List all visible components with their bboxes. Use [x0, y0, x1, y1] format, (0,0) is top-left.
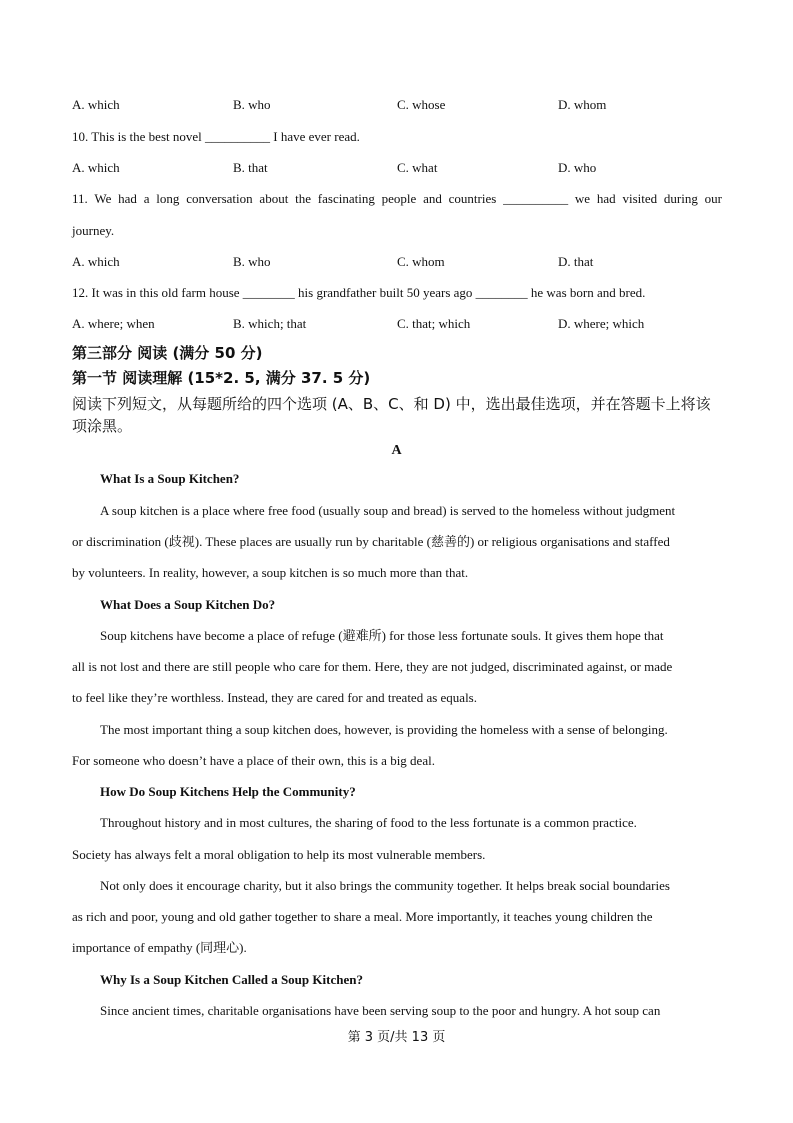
option-b: B. that [233, 160, 268, 175]
paragraph-4-line: Throughout history and in most cultures, the sharing of food to the less fortunate is a common practice. [100, 815, 637, 830]
paragraph-4-line: Society has always felt a moral obligation to help its most vulnerable members. [72, 847, 486, 862]
paragraph-3-line: For someone who doesn’t have a place of their own, this is a big deal. [72, 753, 435, 768]
section1-heading: 第一节 阅读理解 (15*2. 5, 满分 37. 5 分) [72, 369, 371, 387]
passage-heading-1: What Is a Soup Kitchen? [100, 471, 240, 486]
passage-heading-3: How Do Soup Kitchens Help the Community? [100, 784, 356, 799]
passage-label: A [391, 443, 402, 458]
paragraph-1-line: by volunteers. In reality, however, a soup kitchen is so much more than that. [72, 565, 469, 580]
option-b: B. which; that [233, 316, 307, 331]
option-a: A. where; when [72, 316, 155, 331]
option-a: A. which [72, 97, 120, 112]
option-d: D. that [558, 254, 594, 269]
paragraph-2-line: Soup kitchens have become a place of refuge (避难所) for those less fortunate souls. It gives them hope that [100, 628, 664, 643]
option-c: C. that; which [397, 316, 471, 331]
option-a: A. which [72, 254, 120, 269]
option-c: C. what [397, 160, 438, 175]
paragraph-6-line: Since ancient times, charitable organisations have been serving soup to the poor and hungry. A hot soup can [100, 1003, 661, 1018]
passage-heading-4: Why Is a Soup Kitchen Called a Soup Kitchen? [100, 972, 363, 987]
option-b: B. who [233, 97, 271, 112]
question-11-stem-line2: journey. [72, 223, 115, 238]
option-a: A. which [72, 160, 120, 175]
paragraph-1-line: or discrimination (歧视). These places are usually run by charitable (慈善的) or religious organisations and staffed [72, 534, 670, 549]
instructions: 阅读下列短文，从每题所给的四个选项 (A、B、C、和 D) 中，选出最佳选项，并在答题卡上将该项涂黑。 [72, 395, 711, 435]
question-10-stem: 10. This is the best novel __________ I have ever read. [72, 129, 360, 144]
option-d: D. who [558, 160, 597, 175]
part3-heading: 第三部分 阅读 (满分 50 分) [72, 344, 263, 362]
paragraph-1-line: A soup kitchen is a place where free food (usually soup and bread) is served to the homeless without judgment [100, 503, 676, 518]
passage-heading-2: What Does a Soup Kitchen Do? [100, 597, 276, 612]
paragraph-5-line: as rich and poor, young and old gather together to share a meal. More importantly, it teaches young children the [72, 909, 653, 924]
option-c: C. whom [397, 254, 445, 269]
paragraph-3-line: The most important thing a soup kitchen does, however, is providing the homeless with a sense of belonging. [100, 722, 668, 737]
option-b: B. who [233, 254, 271, 269]
paragraph-2-line: to feel like they’re worthless. Instead, they are cared for and treated as equals. [72, 690, 477, 705]
paragraph-2-line: all is not lost and there are still people who care for them. Here, they are not judged, discriminated against, or made [72, 659, 673, 674]
option-c: C. whose [397, 97, 446, 112]
paragraph-5-line: importance of empathy (同理心). [72, 940, 247, 955]
page-footer: 第 3 页/共 13 页 [347, 1030, 446, 1045]
question-11-stem-line1: 11. We had a long conversation about the fascinating people and countries __________ we had visited during our [72, 191, 722, 206]
paragraph-5-line: Not only does it encourage charity, but it also brings the community together. It helps break social boundaries [100, 878, 670, 893]
option-d: D. whom [558, 97, 607, 112]
option-d: D. where; which [558, 316, 645, 331]
question-12-stem: 12. It was in this old farm house ________ his grandfather built 50 years ago ________ he was born and bred. [72, 285, 646, 300]
